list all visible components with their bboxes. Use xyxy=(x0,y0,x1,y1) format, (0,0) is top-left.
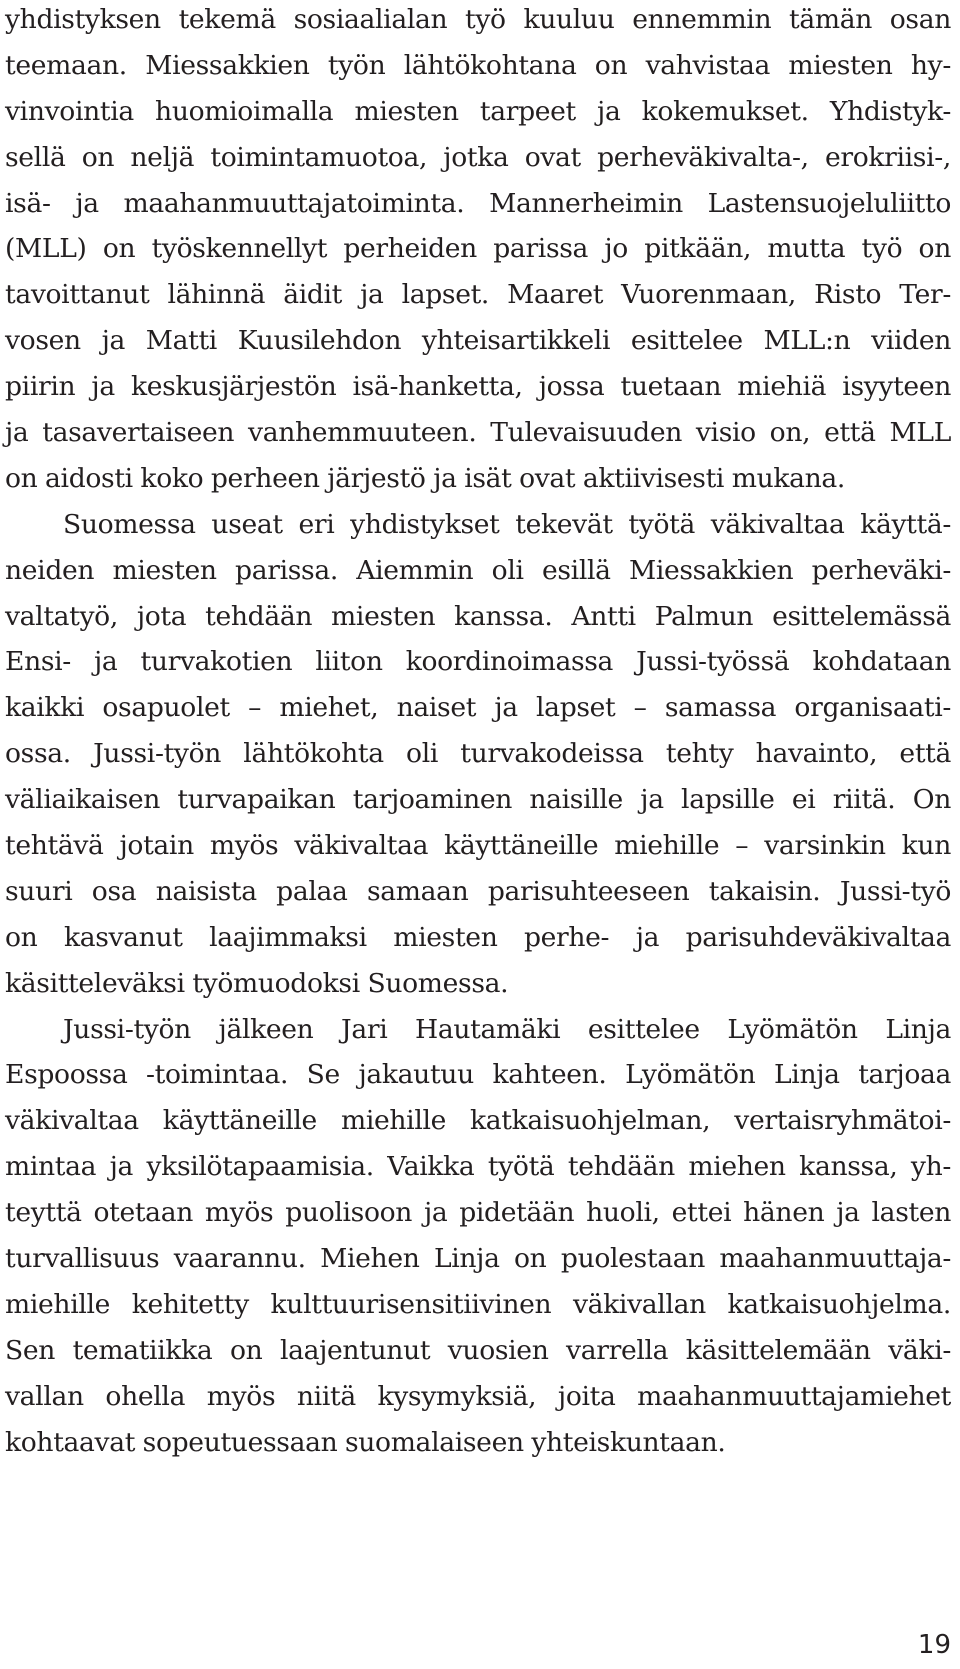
text-line: sellä on neljä toimintamuotoa, jotka ovat perheväkivalta-, erokriisi-, xyxy=(5,141,951,173)
text-line: vallan ohella myös niitä kysymyksiä, joita maahanmuuttajamiehet xyxy=(5,1380,951,1412)
text-line: on kasvanut laajimmaksi miesten perhe- ja parisuhdeväkivaltaa xyxy=(5,921,951,953)
text-line: vosen ja Matti Kuusilehdon yhteisartikkeli esittelee MLL:n viiden xyxy=(5,325,951,357)
text-line: Espoossa -toimintaa. Se jakautuu kahteen. Lyömätön Linja tarjoaa xyxy=(5,1059,951,1091)
text-line: Suomessa useat eri yhdistykset tekevät työtä väkivaltaa käyttä- xyxy=(63,508,951,540)
text-line: turvallisuus vaarannu. Miehen Linja on puolestaan maahanmuuttaja- xyxy=(5,1243,951,1275)
page-number: 19 xyxy=(917,1630,951,1660)
text-line: miehille kehitetty kulttuurisensitiivinen väkivallan katkaisuohjelma. xyxy=(5,1288,951,1320)
text-line: on aidosti koko perheen järjestö ja isät ovat aktiivisesti mukana. xyxy=(5,462,845,494)
text-line: ja tasavertaiseen vanhemmuuteen. Tulevaisuuden visio on, että MLL xyxy=(5,417,951,449)
text-line: kaikki osapuolet – miehet, naiset ja lapset – samassa organisaati- xyxy=(5,692,951,724)
text-line: isä- ja maahanmuuttajatoiminta. Mannerheimin Lastensuojeluliitto xyxy=(5,187,951,219)
text-line: Ensi- ja turvakotien liiton koordinoimassa Jussi-työssä kohdataan xyxy=(5,646,951,678)
text-line: käsitteleväksi työmuodoksi Suomessa. xyxy=(5,967,509,999)
text-line: (MLL) on työskennellyt perheiden parissa jo pitkään, mutta työ on xyxy=(5,233,951,265)
text-line: yhdistyksen tekemä sosiaalialan työ kuuluu ennemmin tämän osan xyxy=(5,4,951,35)
text-line: piirin ja keskusjärjestön isä-hanketta, jossa tuetaan miehiä isyyteen xyxy=(5,371,951,403)
text-line: ossa. Jussi-työn lähtökohta oli turvakodeissa tehty havainto, että xyxy=(5,738,951,770)
text-line: väliaikaisen turvapaikan tarjoaminen naisille ja lapsille ei riitä. On xyxy=(5,784,951,816)
text-line: vinvointia huomioimalla miesten tarpeet ja kokemukset. Yhdistyk- xyxy=(5,95,951,127)
text-line: kohtaavat sopeutuessaan suomalaiseen yhteiskuntaan. xyxy=(5,1426,726,1458)
text-line: Jussi-työn jälkeen Jari Hautamäki esittelee Lyömätön Linja xyxy=(63,1013,951,1045)
text-line: mintaa ja yksilötapaamisia. Vaikka työtä tehdään miehen kanssa, yh- xyxy=(5,1151,951,1183)
text-line: teyttä otetaan myös puolisoon ja pidetään huoli, ettei hänen ja lasten xyxy=(5,1197,951,1229)
text-line: valtatyö, jota tehdään miesten kanssa. Antti Palmun esittelemässä xyxy=(5,600,951,632)
text-line: tavoittanut lähinnä äidit ja lapset. Maaret Vuorenmaan, Risto Ter- xyxy=(5,279,951,311)
text-line: väkivaltaa käyttäneille miehille katkaisuohjelman, vertaisryhmätoi- xyxy=(5,1105,951,1137)
text-line: Sen tematiikka on laajentunut vuosien varrella käsittelemään väki- xyxy=(5,1334,951,1366)
text-line: neiden miesten parissa. Aiemmin oli esillä Miessakkien perheväki- xyxy=(5,554,951,586)
text-line: suuri osa naisista palaa samaan parisuhteeseen takaisin. Jussi-työ xyxy=(5,875,951,907)
text-line: tehtävä jotain myös väkivaltaa käyttäneille miehille – varsinkin kun xyxy=(5,830,951,862)
body-text xyxy=(5,0,951,1466)
text-line: teemaan. Miessakkien työn lähtökohtana on vahvistaa miesten hy- xyxy=(5,49,951,81)
